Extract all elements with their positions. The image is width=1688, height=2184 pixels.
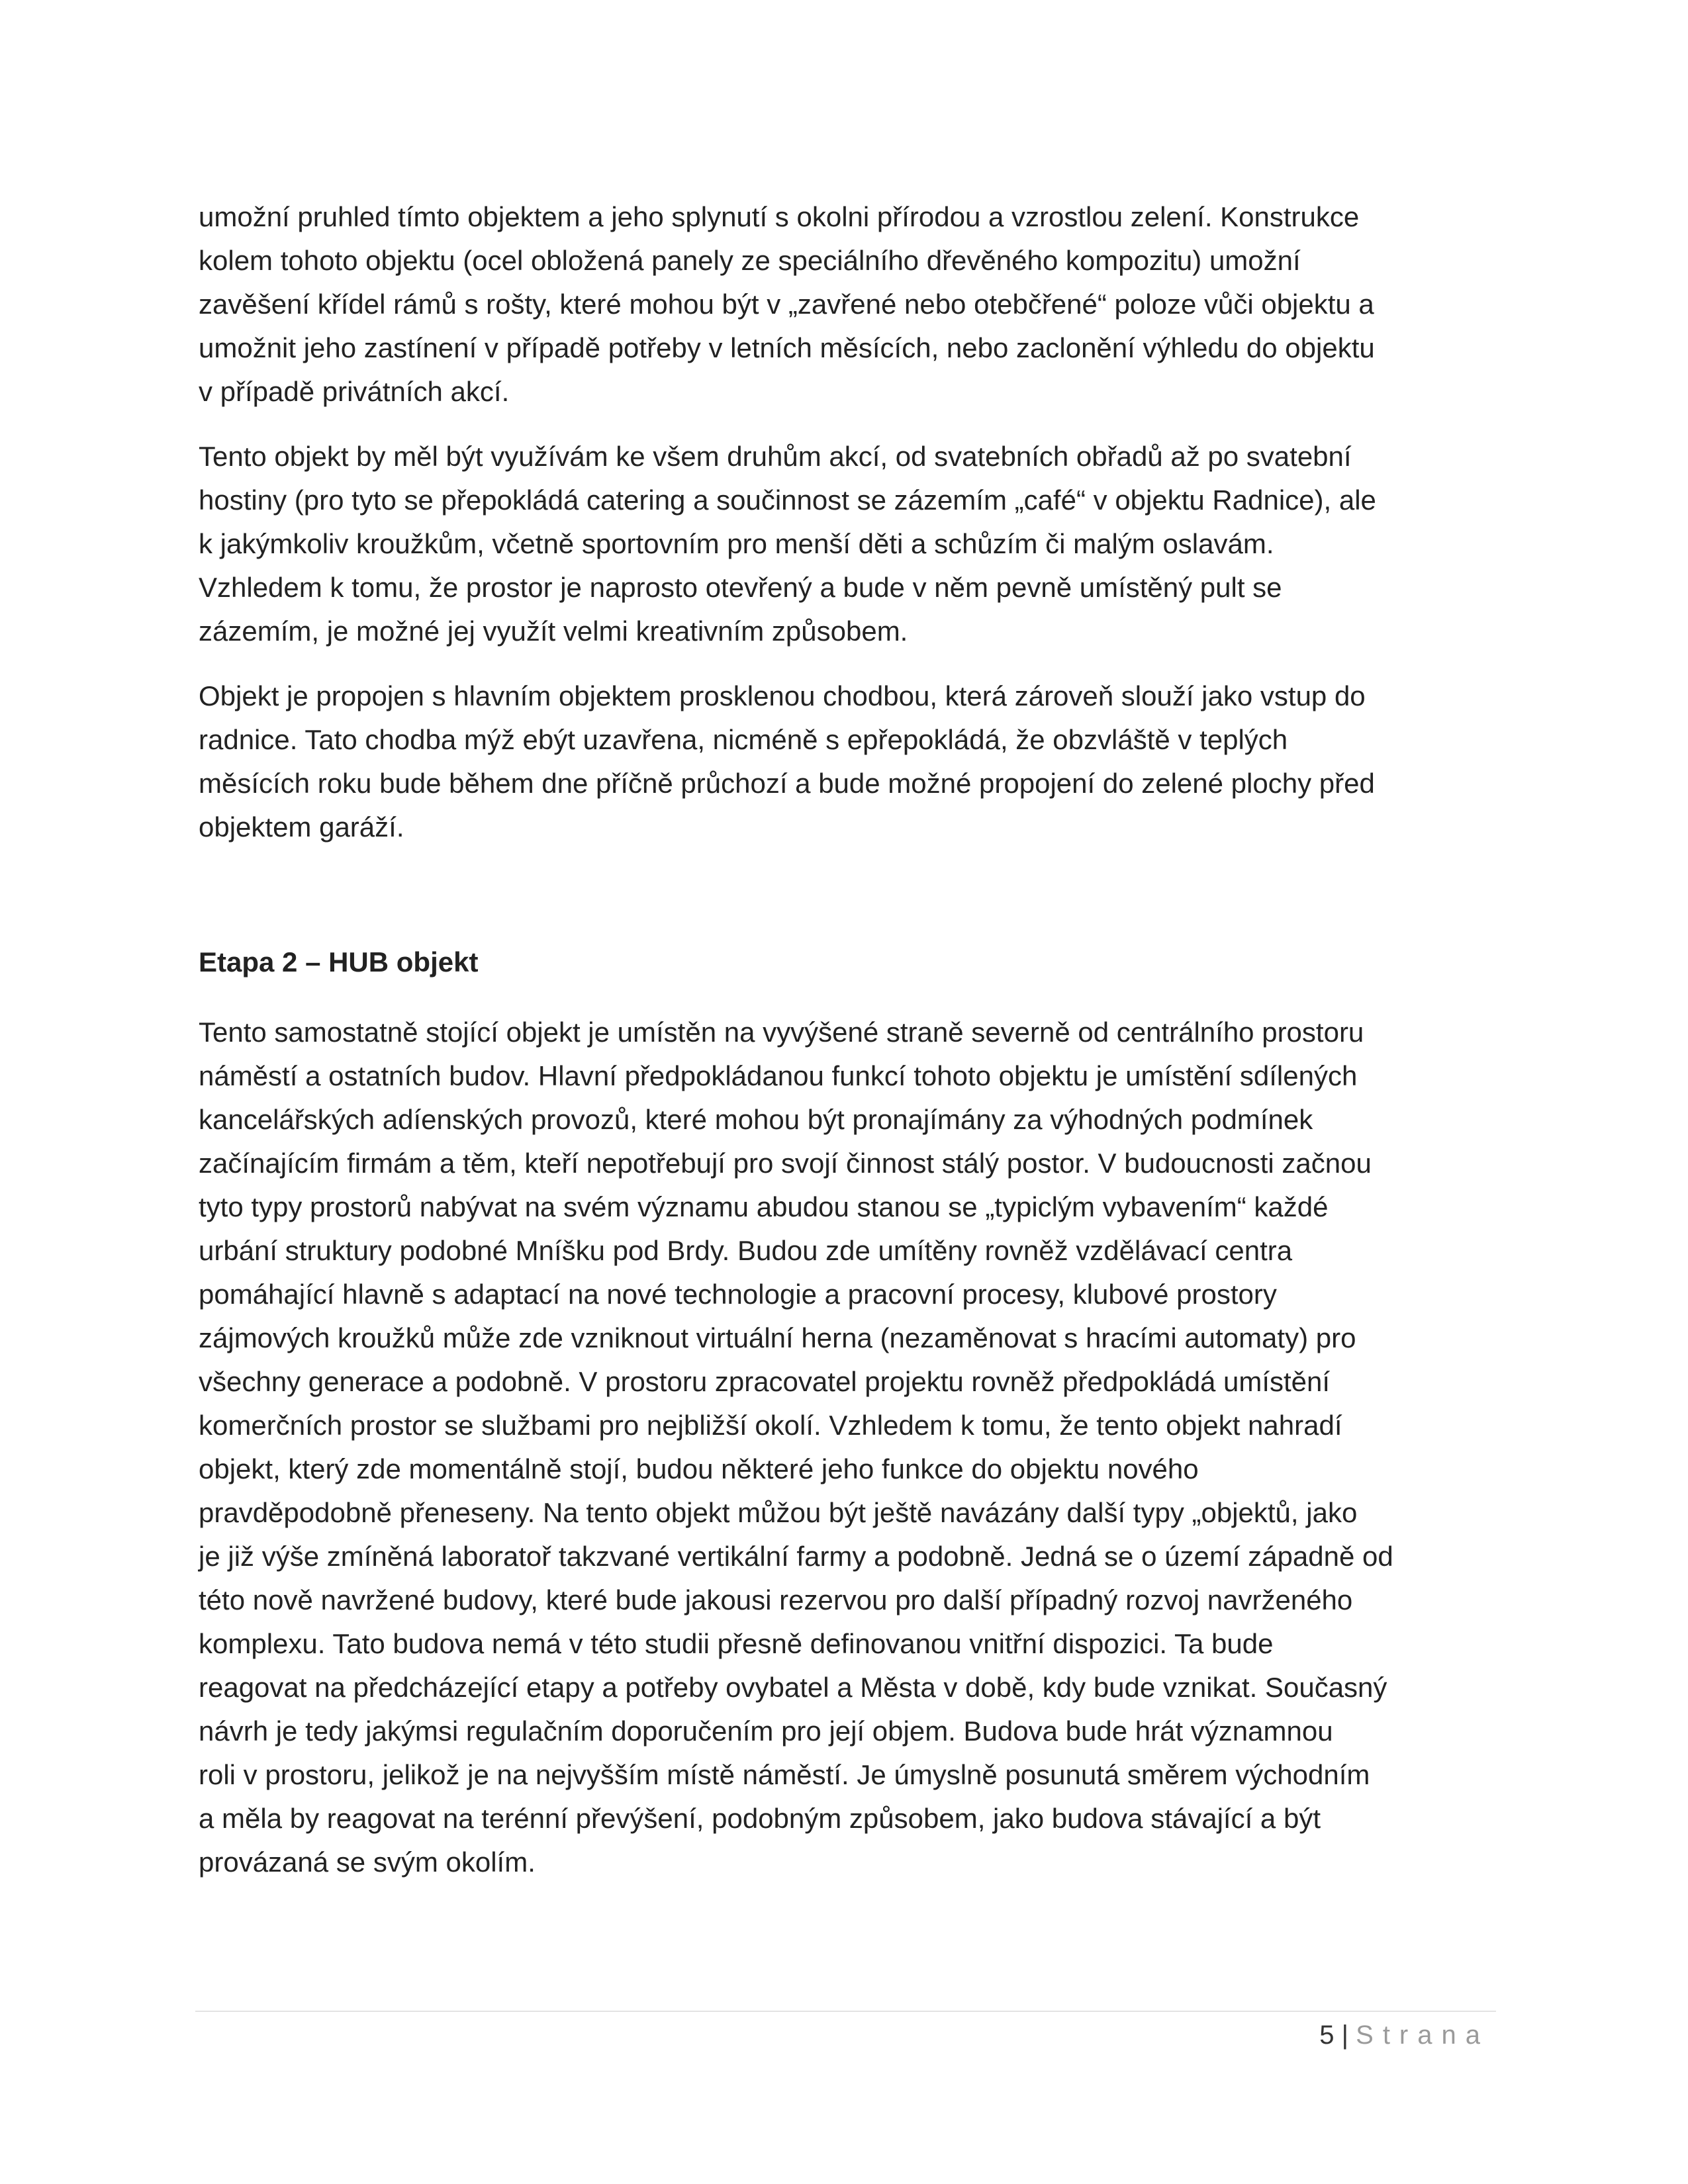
text-line: zájmových kroužků může zde vzniknout virtuální herna (nezaměnovat s hracími automaty) pro [199,1322,1356,1353]
paragraph-3 [199,674,1509,849]
text-line: tyto typy prostorů nabývat na svém významu abudou stanou se „typiclým vybavením“ každé [199,1191,1329,1222]
text-line: komerčních prostor se službami pro nejbližší okolí. Vzhledem k tomu, že tento objekt nahradí [199,1410,1342,1441]
footer-separator: | [1341,2021,1349,2050]
text-line: Tento samostatně stojící objekt je umístěn na vyvýšené straně severně od centrálního prostoru [199,1017,1364,1048]
paragraph-2 [199,435,1509,653]
text-line: Vzhledem k tomu, že prostor je naprosto otevřený a bude v něm pevně umístěný pult se [199,572,1282,603]
text-line: zavěšení křídel rámů s rošty, které mohou být v „zavřené nebo otebčřené“ poloze vůči objektu a [199,289,1374,320]
text-line: urbání struktury podobné Mníšku pod Brdy. Budou zde umítěny rovněž vzdělávací centra [199,1235,1293,1266]
text-line: je již výše zmíněná laboratoř takzvané vertikální farmy a podobně. Jedná se o území západně od [199,1541,1393,1572]
text-line: reagovat na předcházející etapy a potřeby ovybatel a Města v době, kdy bude vznikat. Současný [199,1672,1387,1703]
text-line: pomáhající hlavně s adaptací na nové technologie a pracovní procesy, klubové prostory [199,1279,1277,1310]
text-line: Objekt je propojen s hlavním objektem prosklenou chodbou, která zároveň slouží jako vstup do [199,680,1366,711]
text-line: roli v prostoru, jelikož je na nejvyšším místě náměstí. Je úmyslně posunutá směrem východním [199,1759,1370,1790]
footer-divider [195,2011,1496,2012]
text-line: návrh je tedy jakýmsi regulačním doporučením pro její objem. Budova bude hrát významnou [199,1715,1333,1747]
text-line: objekt, který zde momentálně stojí, budou některé jeho funkce do objektu nového [199,1453,1199,1484]
text-line: pravděpodobně přeneseny. Na tento objekt můžou být ještě navázány další typy „objektů, jako [199,1497,1358,1528]
page-footer [1319,2015,1489,2055]
paragraph-1 [199,195,1509,414]
text-line: zázemím, je možné jej využít velmi kreativním způsobem. [199,615,908,647]
text-line: všechny generace a podobně. V prostoru zpracovatel projektu rovněž předpokládá umístění [199,1366,1331,1397]
text-line: komplexu. Tato budova nemá v této studii přesně definovanou vnitřní dispozici. Ta bude [199,1628,1274,1659]
text-line: této nově navržené budovy, které bude jakousi rezervou pro další případný rozvoj navrženého [199,1584,1353,1615]
text-line: objektem garáží. [199,811,404,842]
text-line: kancelářských adíenských provozů, které mohou být pronajímány za výhodných podmínek [199,1104,1313,1135]
page-label: Strana [1356,2021,1489,2050]
text-line: provázaná se svým okolím. [199,1846,536,1878]
text-line: Tento objekt by měl být využívám ke všem druhům akcí, od svatebních obřadů až po svatební [199,441,1352,472]
text-line: v případě privátních akcí. [199,376,510,407]
text-line: hostiny (pro tyto se přepokládá catering a součinnost se zázemím „café“ v objektu Radnice), ale [199,484,1376,516]
document-body [199,195,1509,1905]
text-line: umožnit jeho zastínení v případě potřeby v letních měsících, nebo zaclonění výhledu do objektu [199,332,1375,363]
page-number: 5 [1319,2021,1335,2050]
text-line: a měla by reagovat na terénní převýšení, podobným způsobem, jako budova stávající a být [199,1803,1321,1834]
text-line: začínajícím firmám a těm, kteří nepotřebují pro svojí činnost stálý postor. V budoucnosti začnou [199,1148,1372,1179]
text-line: k jakýmkoliv kroužkům, včetně sportovním pro menší děti a schůzím či malým oslavám. [199,528,1274,559]
section-paragraph [199,1011,1509,1884]
text-line: kolem tohoto objektu (ocel obložená panely ze speciálního dřevěného kompozitu) umožní [199,245,1301,276]
text-line: radnice. Tato chodba mýž ebýt uzavřena, nicméně s epřepokládá, že obzvláště v teplých [199,724,1288,755]
text-line: měsících roku bude během dne příčně průchozí a bude možné propojení do zelené plochy před [199,768,1375,799]
text-line: náměstí a ostatních budov. Hlavní předpokládanou funkcí tohoto objektu je umístění sdílených [199,1060,1358,1091]
text-line: umožní pruhled tímto objektem a jeho splynutí s okolni přírodou a vzrostlou zelení. Konstrukce [199,201,1360,232]
section-heading: Etapa 2 – HUB objekt [199,946,479,978]
